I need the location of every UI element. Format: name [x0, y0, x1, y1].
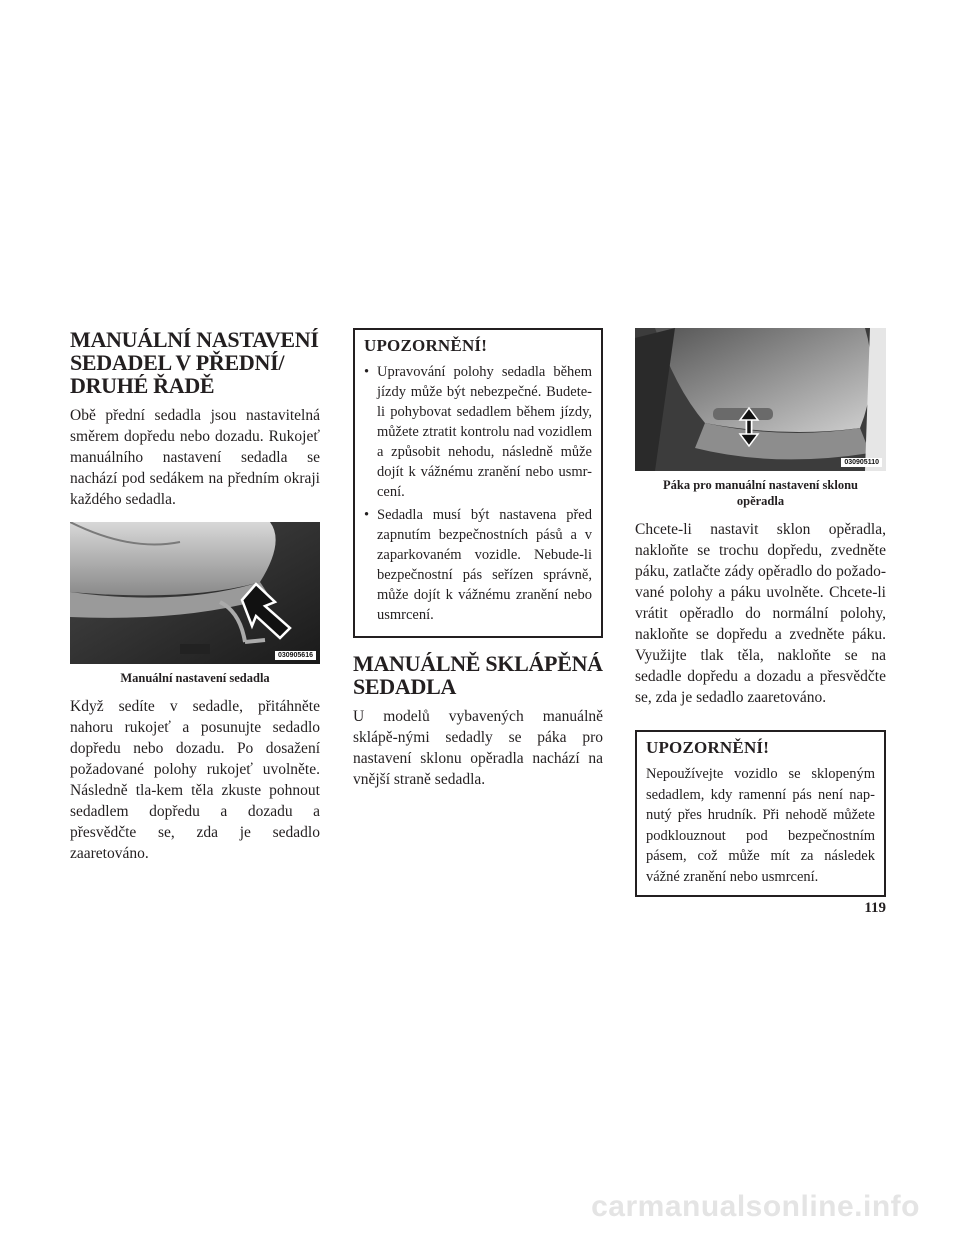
column-3 [635, 328, 886, 897]
paragraph-folding: U modelů vybavených manuálně sklápě-nými sedadly se páka pro nastavení sklonu opěradla nachází na vnější straně sedadla. [353, 708, 603, 788]
warning-title: UPOZORNĚNÍ! [646, 738, 770, 757]
seat-adjust-photo [70, 522, 320, 664]
figure-recline-lever [635, 328, 886, 471]
column-2 [353, 328, 603, 790]
watermark: carmanualsonline.info [591, 1190, 920, 1223]
figure-caption: Manuální nastavení sedadla [120, 671, 270, 685]
warning-item: • Upravování polohy sedadla během jízdy může být nebezpečné. Budete-li pohybovat sedadlem během jízdy, můžete ztratit kontrolu nad vozidlem a způsobit nehodu, následně může dojít k vážnému zranění nebo usmr-cení. [364, 362, 592, 502]
column-1 [70, 328, 320, 864]
section-heading-folding-seats: MANUÁLNĚ SKLÁPĚNÁ SEDADLA [353, 651, 603, 699]
figure-code: 030905616 [275, 651, 316, 660]
figure-caption: Páka pro manuální nastavení sklonu opěradla [663, 478, 858, 508]
figure-seat-adjust [70, 522, 320, 664]
warning-list [364, 362, 592, 625]
recline-lever-photo [635, 328, 886, 471]
page-number: 119 [864, 900, 886, 916]
paragraph-instructions: Když sedíte v sedadle, přitáhněte nahoru rukojeť a posunujte sedadlo dopředu nebo dozadu. Po dosažení požadované polohy rukojeť uvolněte. Následně tla-kem těla zkuste pohnout sedadlem dopředu a dozadu a přesvědčte se, zda je sedadlo zaaretováno. [70, 698, 320, 862]
warning-box [353, 328, 603, 638]
paragraph-intro: Obě přední sedadla jsou nastavitelná směrem dopředu nebo dozadu. Rukojeť manuálního nastavení sedadla se nachází pod sedákem na předním okraji každého sedadla. [70, 407, 320, 508]
warning-box [635, 730, 886, 897]
section-heading-front-seats: MANUÁLNÍ NASTAVENÍ SEDADEL V PŘEDNÍ/ DRUHÉ ŘADĚ [70, 327, 319, 398]
warning-title: UPOZORNĚNÍ! [364, 336, 488, 355]
figure-code: 030905110 [841, 458, 882, 467]
warning-text: Nepoužívejte vozidlo se sklopeným sedadlem, kdy ramenní pás není nap-nutý přes hrudník. Při nehodě můžete podklouznout pod bezpečnostním pásem, což může mít za následek vážné zranění nebo usmrcení. [646, 766, 875, 885]
warning-item: • Sedadla musí být nastavena před zapnutím bezpečnostních pásů a v zaparkovaném vozidle. Nebude-li bezpečnostní pás seřízen správně, může dojít k vážnému zranění nebo usmrcení. [364, 505, 592, 625]
paragraph-recline: Chcete-li nastavit sklon opěradla, nakloňte se trochu dopředu, zvedněte páku, zatlačte zády opěradlo do požado-vané polohy a páku uvolněte. Chcete-li vrátit opěradlo do normální polohy, nakloňte se dopředu a zvedněte páku. Využijte tlak těla, nakloňte se na sedadle dopředu a dozadu a přesvědčte se, zda je sedadlo zaaretováno. [635, 521, 886, 706]
